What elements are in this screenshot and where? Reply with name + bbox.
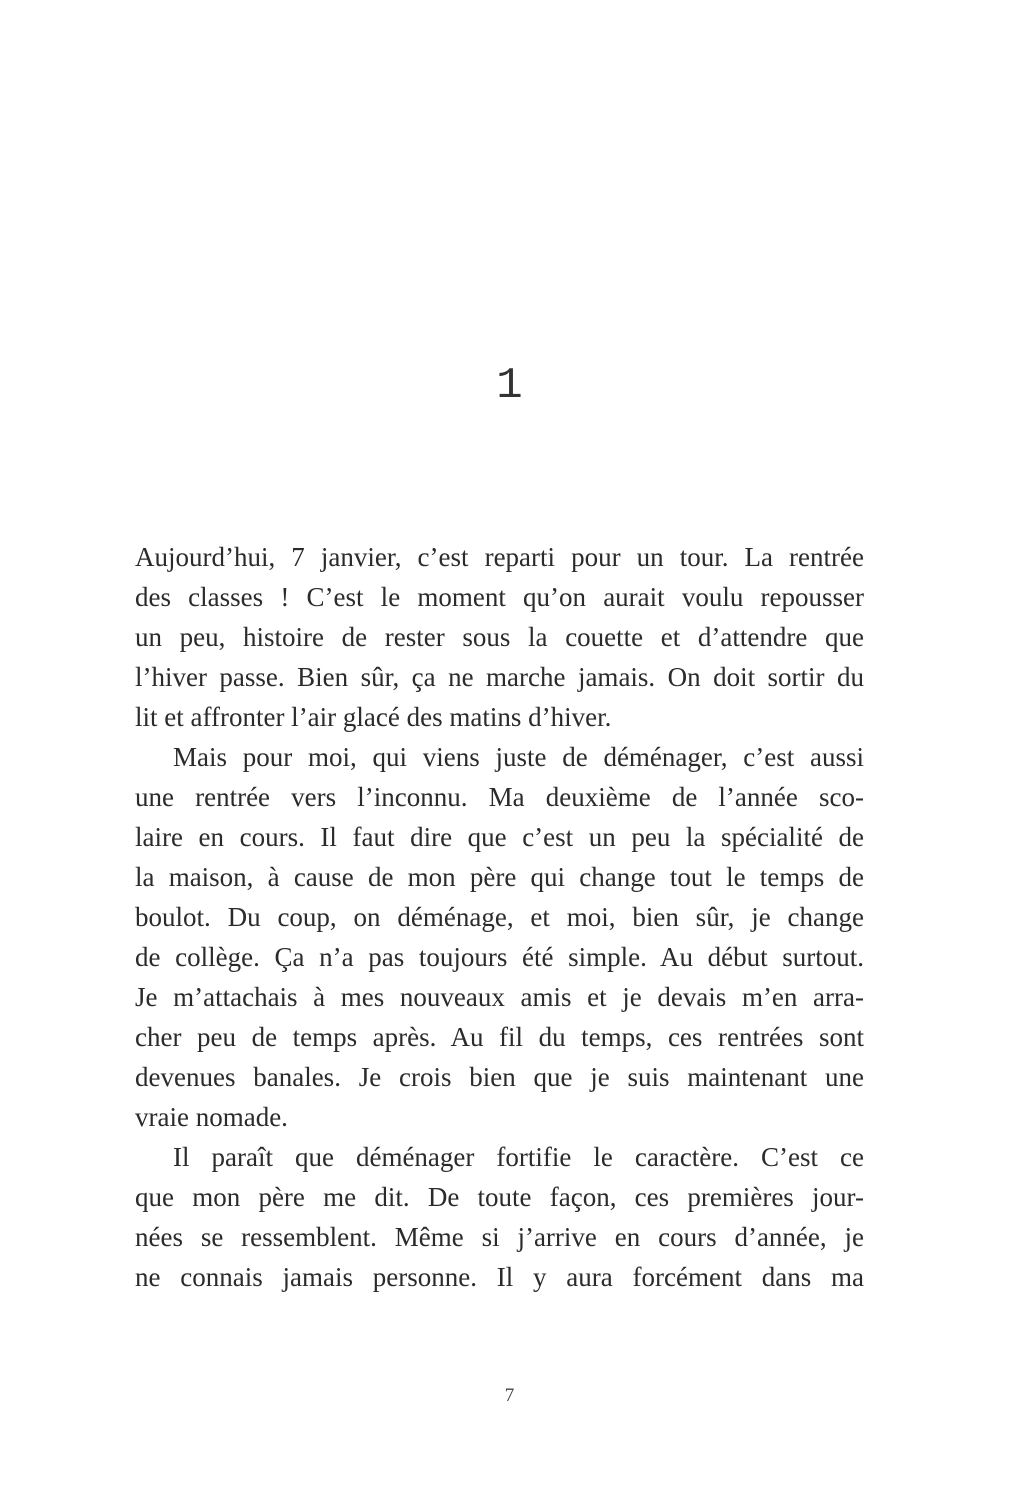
paragraph-2-line-4: la maison, à cause de mon père qui change tout le temps de (135, 862, 864, 892)
paragraph-1-line-5: lit et affronter l’air glacé des matins d’hiver. (135, 702, 612, 732)
paragraph-2-line-7: Je m’attachais à mes nouveaux amis et je devais m’en arra- (135, 982, 864, 1012)
paragraph-2-line-2: une rentrée vers l’inconnu. Ma deuxième de l’année sco- (135, 782, 864, 812)
body-text (135, 537, 864, 1297)
paragraph-2-line-1: Mais pour moi, qui viens juste de déménager, c’est aussi (173, 742, 864, 772)
paragraph-1-line-1: Aujourd’hui, 7 janvier, c’est reparti pour un tour. La rentrée (135, 542, 864, 572)
paragraph-1-line-3: un peu, histoire de rester sous la couette et d’attendre que (135, 622, 864, 652)
chapter-number: 1 (496, 361, 523, 411)
paragraph-3-line-2: que mon père me dit. De toute façon, ces premières jour- (135, 1182, 864, 1212)
paragraph-2-line-9: devenues banales. Je crois bien que je suis maintenant une (135, 1062, 864, 1092)
paragraph-1-line-4: l’hiver passe. Bien sûr, ça ne marche jamais. On doit sortir du (135, 662, 864, 692)
paragraph-1-line-2: des classes ! C’est le moment qu’on aurait voulu repousser (135, 582, 864, 612)
paragraph-3-line-1: Il paraît que déménager fortifie le caractère. C’est ce (173, 1142, 864, 1172)
paragraph-2-line-6: de collège. Ça n’a pas toujours été simple. Au début surtout. (135, 942, 864, 972)
paragraph-3-line-3: nées se ressemblent. Même si j’arrive en cours d’année, je (135, 1222, 864, 1252)
paragraph-2-line-8: cher peu de temps après. Au fil du temps, ces rentrées sont (135, 1022, 864, 1052)
paragraph-2-line-3: laire en cours. Il faut dire que c’est un peu la spécialité de (135, 822, 864, 852)
page-number: 7 (504, 1385, 515, 1406)
paragraph-2-line-10: vraie nomade. (135, 1102, 288, 1132)
paragraph-2-line-5: boulot. Du coup, on déménage, et moi, bien sûr, je change (135, 902, 864, 932)
paragraph-3-line-4: ne connais jamais personne. Il y aura forcément dans ma (135, 1262, 864, 1292)
